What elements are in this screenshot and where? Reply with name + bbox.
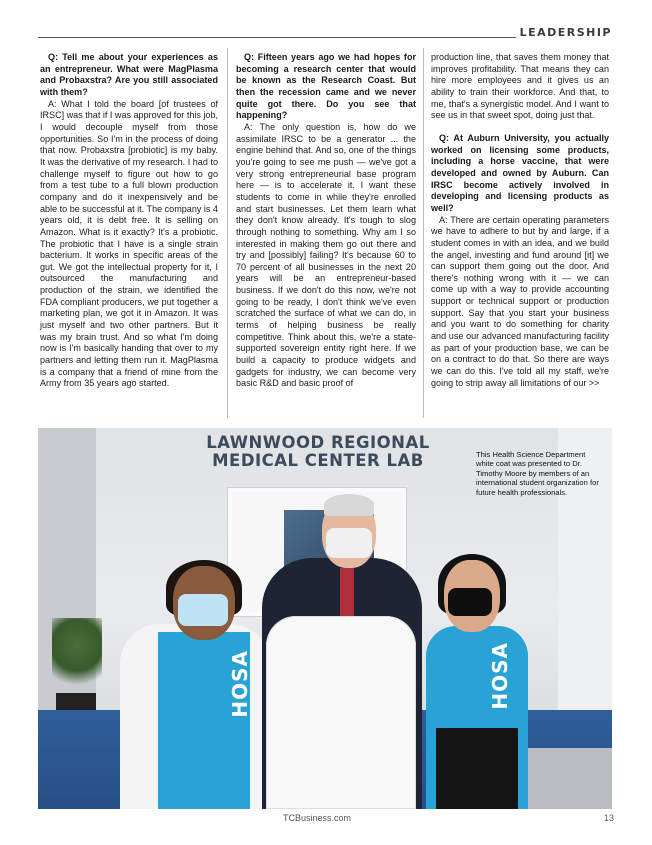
- answer-1: A: What I told the board [of trustees of IRSC] was that if I was approved for this job, I would decouple myself from those opportunities. So I'm in the process of doing that now. Probaxstra [probiotic] is my baby. It was the derivative of my research. I had to challenge myself to figure out how to go from a test tube to a full blown production company and do it inexpensively and be able to be successful at it. The company is 4 years old, it is debt free. It is selling on Amazon. What is it exactly? It's a probiotic. The probiotic that I have is a single strain bacterium. It works in specific areas of the gut. We got the intellectual property for it, I outsourced the manufacturing and production of the strain, we identified the FDA compliant producers, we put together a marketing plan, we got it in Amazon. It was just myself and two other partners. But it was my brain trust. And so what I'm doing now is I'm basically handing that over to my partners and letting them run it. MagPlasma is a company that a friend of mine from the Army from 35 years ago started.: [40, 98, 219, 389]
- photo-caption: This Health Science Department white coat was presented to Dr. Timothy Moore by members of an international student organization for future health professionals.: [476, 450, 599, 497]
- continue-marker: >>: [588, 377, 600, 388]
- answer-3: [431, 215, 609, 390]
- question-1: Q: Tell me about your experiences as an entrepreneur. What were MagPlasma and Probaxstra? Are you still associated with them?: [40, 52, 218, 97]
- column-divider: [423, 48, 424, 418]
- hosa-shirt-text: HOSA: [488, 642, 512, 710]
- lab-sign-line-1: LAWNWOOD REGIONAL: [206, 433, 430, 452]
- student-left-mask: [178, 594, 228, 626]
- article-column-1: [40, 52, 218, 390]
- lab-sign: [188, 434, 448, 470]
- answer-2: A: The only question is, how do we assimilate IRSC to be a generator ... the engine behind that. And so, one of the things you're going to see me push — we've got a very strong entrepreneurial base program here — is to accelerate it. I want these students to come in while they're enrolled and start businesses. Let them learn what they don't know already. It's tough to slog through nothing to something. Why am I so interested in making them go out there and try and [possibly] failing? It's because 60 to 70 percent of all businesses in the next 20 years will be an entrepreneur-based business. If we don't do this now, we're not going to be ready, I don't think we've even scratched the surface of what we can do, in terms of helping business be really competitive. Think about this, we're a state-supported sovereign entity right here. If we build a capacity to produce widgets and gadgets for industry, we can become very basic R&D and basic proof of: [236, 121, 416, 389]
- potted-plant: [52, 618, 102, 696]
- page-number: 13: [604, 813, 615, 823]
- section-label: LEADERSHIP: [519, 26, 612, 39]
- white-coat: [266, 616, 416, 809]
- header-rule: [38, 37, 516, 38]
- article-column-3: [431, 52, 609, 389]
- column-divider: [227, 48, 228, 418]
- student-right-mask: [448, 588, 492, 616]
- footer-site: TCBusiness.com: [283, 813, 352, 823]
- lab-sign-line-2: MEDICAL CENTER LAB: [212, 451, 424, 470]
- student-right-pants: [436, 728, 518, 809]
- answer-2-continued: production line, that saves them money that improves profitability. That means they can hire more employees and it gives us an ability to train their workforce. And that, to me, that's a synergistic model. And I want to see us in that sweet spot, doing just that.: [431, 52, 609, 121]
- question-2: Q: Fifteen years ago we had hopes for becoming a research center that would be known as the Research Coast. But then the recession came and we never quite got there. Do you see that happening?: [236, 52, 416, 121]
- hosa-shirt-text: HOSA: [228, 650, 252, 718]
- article-column-2: [236, 52, 416, 390]
- man-hair: [324, 494, 374, 516]
- answer-3-text: A: There are certain operating parameters we have to adhere to but by and large, if a student comes in with an idea, and we build the angel, investing and fund around [it] we can support them going out the door. And there's nothing wrong with it — we can come up with a way to provide accounting support or technical support or production support. Say that you start your business and you want to do something for charity and use our advanced manufacturing facility as part of your production base, we can be on a contract to do that. So there are ways we can do this. I've told all my staff, we're going to strip away all limitations of our: [431, 214, 609, 388]
- question-3: Q: At Auburn University, you actually worked on licensing some products, including a horse vaccine, that were developed and owned by Auburn. Can IRSC become actively involved in developing and licensing products as well?: [431, 132, 609, 213]
- man-mask: [326, 528, 372, 558]
- article-photo: [38, 428, 612, 809]
